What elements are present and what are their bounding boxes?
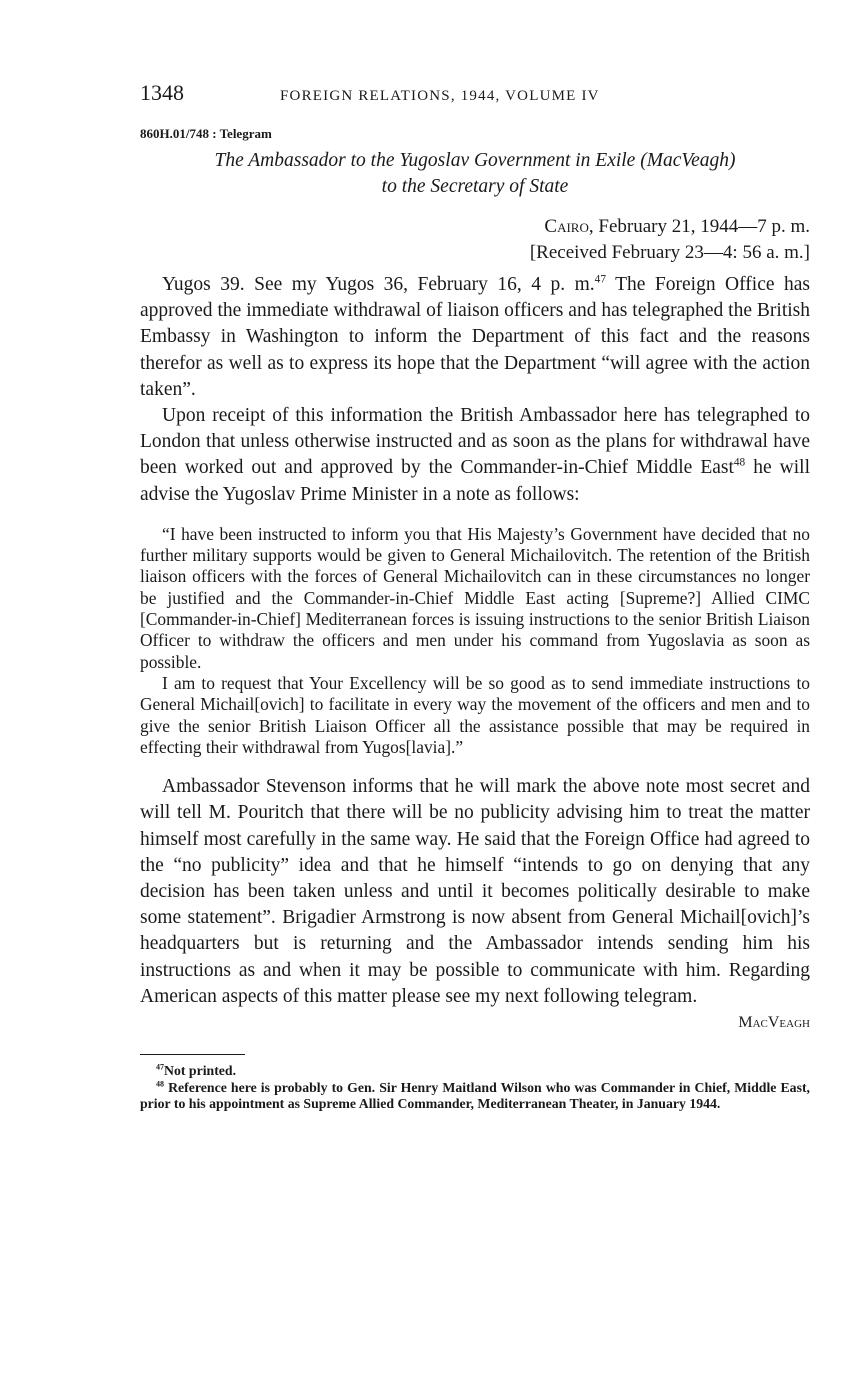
quoted-note-paragraph-2: I am to request that Your Excellency will be so good as to send immediate instructions to General Michail[ovich] to facilitate in every way the movement of the officers and men and to give the senior British Liaison Officer all the assistance possible that may be required in effecting their withdrawal from Yugos[lavia].” xyxy=(140,672,810,757)
title-line-2: to the Secretary of State xyxy=(381,176,569,197)
footnotes xyxy=(140,1063,810,1113)
footnote-ref-47: 47 xyxy=(594,273,606,286)
body-paragraph-3: Ambassador Stevenson informs that he will mark the above note most secret and will tell M. Pouritch that there will be no publicity advising him to treat the matter himself most carefully in the same way. He said that the Foreign Office had agreed to the “no publicity” idea and that he himself “intends to go on denying that any decision has been taken unless and until it becomes politically desirable to make some statement”. Brigadier Armstrong is now absent from General Michail[ovich]’s headquarters but is returning and the Ambassador intends sending him his instructions as and when it may be possible to communicate with him. Regarding American aspects of this matter please see my next following telegram. xyxy=(140,776,810,1007)
dateline-sent-time: , February 21, 1944—7 p. m. xyxy=(588,216,810,237)
footnote-divider xyxy=(140,1054,245,1055)
dateline-sent xyxy=(140,214,810,240)
document-title xyxy=(140,148,810,200)
dateline-received: [Received February 23—4: 56 a. m.] xyxy=(529,242,810,263)
file-reference: 860H.01/748 : Telegram xyxy=(140,126,272,141)
footnote-47: $^{47}$Not printed. xyxy=(156,1062,237,1078)
title-line-1: The Ambassador to the Yugoslav Government in Exile (MacVeagh) xyxy=(214,150,736,171)
quoted-note-paragraph-1: “I have been instructed to inform you that His Majesty’s Government have decided that no further military supports would be given to General Michailovitch. The retention of the British liaison officers with the forces of General Michailovitch can in these circumstances no longer be justified and the Commander-in-Chief Middle East acting [Supreme?] Allied CIMC [Commander-in-Chief] Mediterranean forces is issuing instructions to the senior British Liaison Officer to withdraw the officers and men under his command from Yugoslavia as soon as possible. xyxy=(140,523,810,672)
dateline xyxy=(140,214,810,266)
signature: MacVeagh xyxy=(738,1013,810,1031)
document-page xyxy=(140,80,810,1113)
running-head xyxy=(140,80,810,114)
dateline-city: Cairo xyxy=(544,216,589,237)
body-paragraph-2: Upon receipt of this information the British Ambassador here has telegraphed to London that unless otherwise instructed and as soon as the plans for withdrawal have been worked out and approved by the Commander-in-Chief Middle East$^{48}$ he will advise the Yugoslav Prime Minister in a note as follows: xyxy=(140,405,811,505)
page-number: 1348 xyxy=(140,80,184,105)
body-paragraph-1: Yugos 39. See my Yugos 36, February 16, 4 p. m.$^{47}$ The Foreign Office has approved the immediate withdrawal of liaison officers and has telegraphed the British Embassy in Washington to inform the Department of this fact and the reasons therefor as well as to express its hope that the Department “will agree with the action taken”. xyxy=(140,273,810,400)
footnote-ref-48: 48 xyxy=(733,456,746,469)
footnote-48: $^{48}$ Reference here is probably to Gen. Sir Henry Maitland Wilson who was Commander in Chief, Middle East, prior to his appointment as Supreme Allied Commander, Mediterranean Theater, in January 1944. xyxy=(140,1078,810,1112)
running-title: FOREIGN RELATIONS, 1944, VOLUME IV xyxy=(280,88,600,104)
